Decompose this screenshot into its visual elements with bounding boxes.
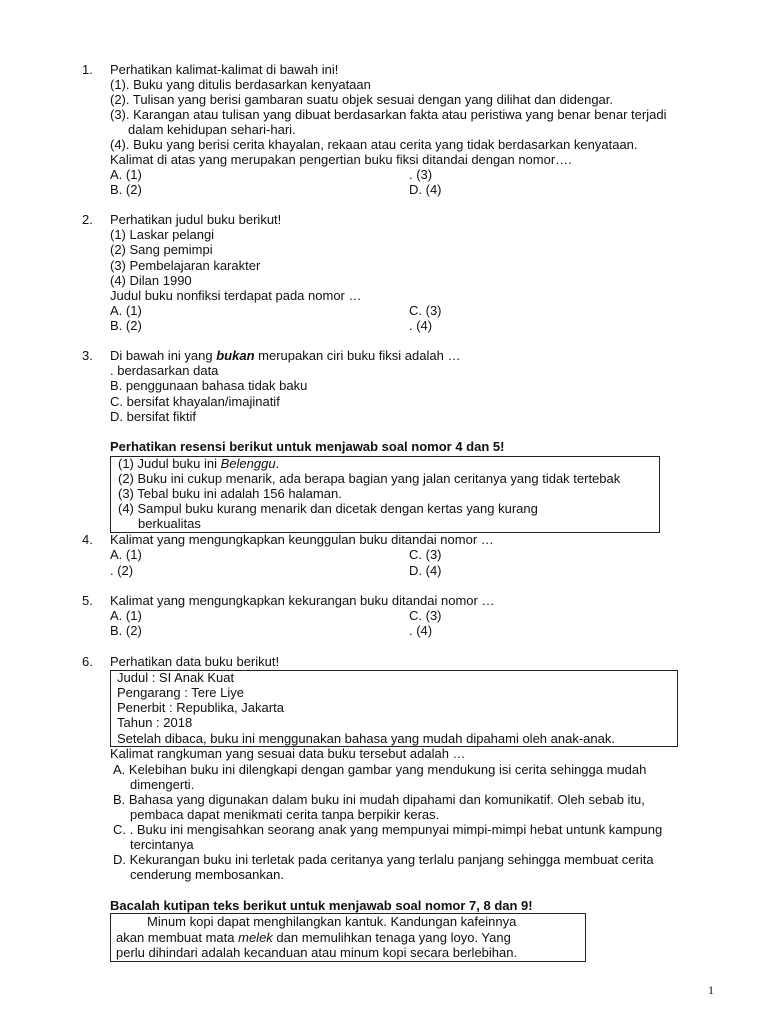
book-publisher: Penerbit : Republika, Jakarta xyxy=(117,700,284,715)
q5-question: Kalimat yang mengungkapkan kekurangan buku ditandai nomor … xyxy=(110,593,495,608)
book-note: Setelah dibaca, buku ini menggunakan bahasa yang mudah dipahami oleh anak-anak. xyxy=(117,731,615,746)
q5-option-c: C. (3) xyxy=(409,608,442,623)
q3-stem-emphasis: bukan xyxy=(216,348,255,363)
q1-question: Kalimat di atas yang merupakan pengertian buku fiksi ditandai dengan nomor…. xyxy=(110,152,572,167)
q6-option-a: A. Kelebihan buku ini dilengkapi dengan gambar yang mendukung isi cerita sehingga mudah xyxy=(113,762,647,777)
kutipan-line-2-post: dan memulihkan tenaga yang loyo. Yang xyxy=(272,930,511,945)
q6-option-c-cont: tercintanya xyxy=(130,837,194,852)
q6-option-c: C. . Buku ini mengisahkan seorang anak yang mempunyai mimpi-mimpi hebat untunk kampung xyxy=(113,822,663,837)
q2-option-a: A. (1) xyxy=(110,303,142,318)
q6-option-d-cont: cenderung membosankan. xyxy=(130,867,284,882)
q2-item-4: (4) Dilan 1990 xyxy=(110,273,192,288)
q3-stem-post: merupakan ciri buku fiksi adalah … xyxy=(254,348,461,363)
q6-option-d: D. Kekurangan buku ini terletak pada ceritanya yang terlalu panjang sehingga membuat cerita xyxy=(113,852,654,867)
q1-option-b: B. (2) xyxy=(110,182,142,197)
q4-option-c: C. (3) xyxy=(409,547,442,562)
q6-option-a-cont: dimengerti. xyxy=(130,777,195,792)
q2-item-2: (2) Sang pemimpi xyxy=(110,242,213,257)
q2-option-b: B. (2) xyxy=(110,318,142,333)
resensi-book-title: Belenggu xyxy=(220,456,276,471)
book-author: Pengarang : Tere Liye xyxy=(117,685,244,700)
q2-question: Judul buku nonfiksi terdapat pada nomor … xyxy=(110,288,362,303)
q1-option-a: A. (1) xyxy=(110,167,142,182)
q3-stem-pre: Di bawah ini yang xyxy=(110,348,217,363)
resensi-line-2: (2) Buku ini cukup menarik, ada berapa bagian yang jalan ceritanya yang tidak tertebak xyxy=(118,471,621,486)
q4-option-b: . (2) xyxy=(110,563,134,578)
kutipan-heading: Bacalah kutipan teks berikut untuk menjawab soal nomor 7, 8 dan 9! xyxy=(110,898,533,913)
page-number: 1 xyxy=(708,983,714,997)
q6-option-b-cont: pembaca dapat menikmati cerita tanpa berpikir keras. xyxy=(130,807,440,822)
q6-question: Kalimat rangkuman yang sesuai data buku tersebut adalah … xyxy=(110,746,466,761)
q3-option-a: . berdasarkan data xyxy=(110,363,219,378)
q3-number: 3. xyxy=(82,348,93,363)
kutipan-line-2-pre: akan membuat mata xyxy=(116,930,239,945)
q3-stem xyxy=(110,348,460,363)
q1-statement-4: (4). Buku yang berisi cerita khayalan, rekaan atau cerita yang tidak berdasarkan kenyataan. xyxy=(110,137,638,152)
q2-option-c: C. (3) xyxy=(409,303,442,318)
resensi-line-3: (3) Tebal buku ini adalah 156 halaman. xyxy=(118,486,342,501)
q1-statement-1: (1). Buku yang ditulis berdasarkan kenyataan xyxy=(110,77,371,92)
q4-option-a: A. (1) xyxy=(110,547,142,562)
q2-number: 2. xyxy=(82,212,93,227)
q5-option-b: B. (2) xyxy=(110,623,142,638)
q1-option-d: D. (4) xyxy=(409,182,442,197)
kutipan-line-2 xyxy=(116,930,511,945)
q5-number: 5. xyxy=(82,593,93,608)
q4-question: Kalimat yang mengungkapkan keunggulan buku ditandai nomor … xyxy=(110,532,494,547)
resensi-line-4: (4) Sampul buku kurang menarik dan dicetak dengan kertas yang kurang xyxy=(118,501,538,516)
q1-statement-2: (2). Tulisan yang berisi gambaran suatu objek sesuai dengan yang dilihat dan didengar. xyxy=(110,92,614,107)
resensi-line-4-cont: berkualitas xyxy=(138,516,201,531)
q1-statement-3: (3). Karangan atau tulisan yang dibuat berdasarkan fakta atau peristiwa yang benar benar terjadi xyxy=(110,107,667,122)
q3-option-b: B. penggunaan bahasa tidak baku xyxy=(110,378,308,393)
q2-item-1: (1) Laskar pelangi xyxy=(110,227,215,242)
q1-statement-3-cont: dalam kehidupan sehari-hari. xyxy=(128,122,296,137)
resensi-heading: Perhatikan resensi berikut untuk menjawab soal nomor 4 dan 5! xyxy=(110,439,505,454)
q6-stem: Perhatikan data buku berikut! xyxy=(110,654,280,669)
book-title: Judul : SI Anak Kuat xyxy=(117,670,235,685)
kutipan-line-2-emphasis: melek xyxy=(238,930,273,945)
q2-item-3: (3) Pembelajaran karakter xyxy=(110,258,261,273)
q3-option-c: C. bersifat khayalan/imajinatif xyxy=(110,394,280,409)
q3-option-d: D. bersifat fiktif xyxy=(110,409,196,424)
q2-option-d: . (4) xyxy=(409,318,433,333)
q6-option-b: B. Bahasa yang digunakan dalam buku ini mudah dipahami dan komunikatif. Oleh sebab itu, xyxy=(113,792,645,807)
q1-number: 1. xyxy=(82,62,93,77)
q5-option-d: . (4) xyxy=(409,623,433,638)
q1-stem: Perhatikan kalimat-kalimat di bawah ini! xyxy=(110,62,339,77)
resensi-line-1 xyxy=(118,456,279,471)
q6-number: 6. xyxy=(82,654,93,669)
q4-option-d: D. (4) xyxy=(409,563,442,578)
resensi-line-1-pre: (1) Judul buku ini xyxy=(118,456,221,471)
q2-stem: Perhatikan judul buku berikut! xyxy=(110,212,282,227)
q5-option-a: A. (1) xyxy=(110,608,142,623)
q1-option-c: . (3) xyxy=(409,167,433,182)
kutipan-line-3: perlu dihindari adalah kecanduan atau minum kopi secara berlebihan. xyxy=(116,945,518,960)
book-year: Tahun : 2018 xyxy=(117,715,193,730)
q4-number: 4. xyxy=(82,532,93,547)
kutipan-line-1: Minum kopi dapat menghilangkan kantuk. Kandungan kafeinnya xyxy=(147,914,517,929)
resensi-line-1-post: . xyxy=(275,456,280,471)
